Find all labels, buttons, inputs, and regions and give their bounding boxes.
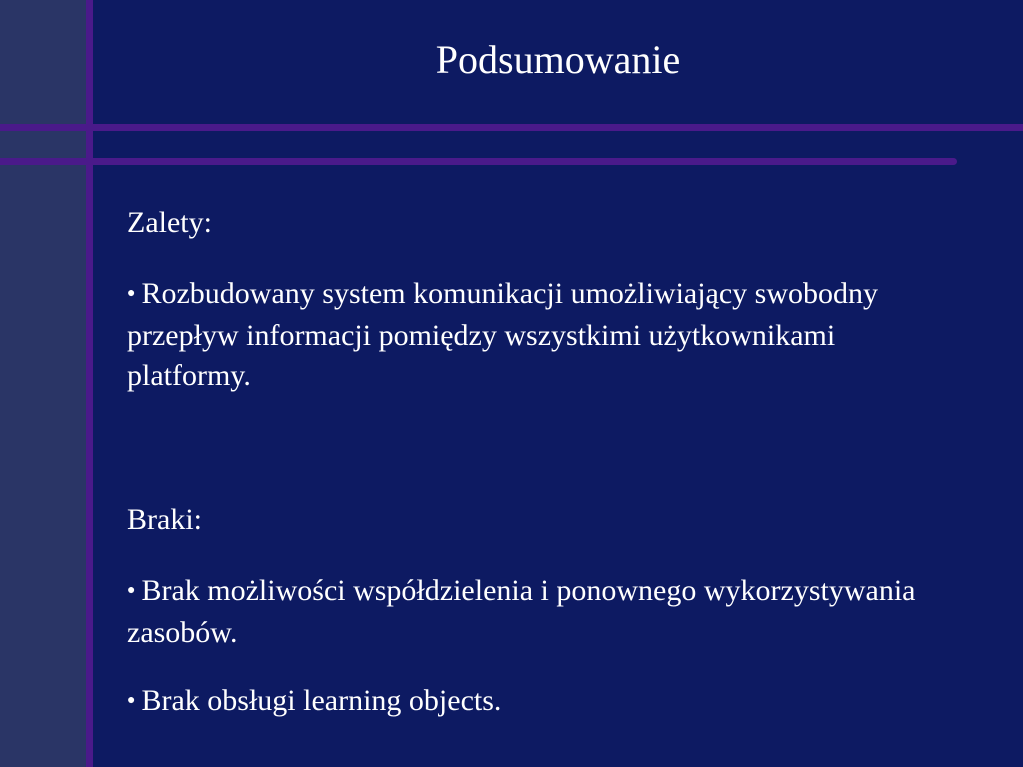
bullet-icon: ●	[127, 583, 136, 599]
slide-content	[127, 203, 947, 723]
list-item-text: Brak obsługi learning objects.	[141, 684, 502, 718]
section-heading-braki: Braki:	[127, 503, 202, 537]
list-item-text: Rozbudowany system komunikacji umożliwiający swobodny przepływ informacji pomiędzy wszystkimi użytkownikami platformy.	[127, 277, 879, 393]
section-heading-zalety: Zalety:	[127, 206, 212, 239]
list-item	[127, 274, 947, 396]
bullet-icon: ●	[127, 286, 136, 302]
horizontal-accent-line-bottom	[0, 158, 957, 165]
vertical-accent-line	[86, 0, 93, 767]
list-item	[127, 571, 947, 653]
list-item-text: Brak możliwości współdzielenia i ponownego wykorzystywania zasobów.	[127, 574, 916, 650]
left-decorative-band	[0, 0, 86, 767]
slide-title: Podsumowanie	[435, 37, 681, 82]
horizontal-accent-line-top	[0, 124, 1023, 131]
list-item	[127, 681, 947, 723]
bullet-icon: ●	[127, 693, 136, 709]
